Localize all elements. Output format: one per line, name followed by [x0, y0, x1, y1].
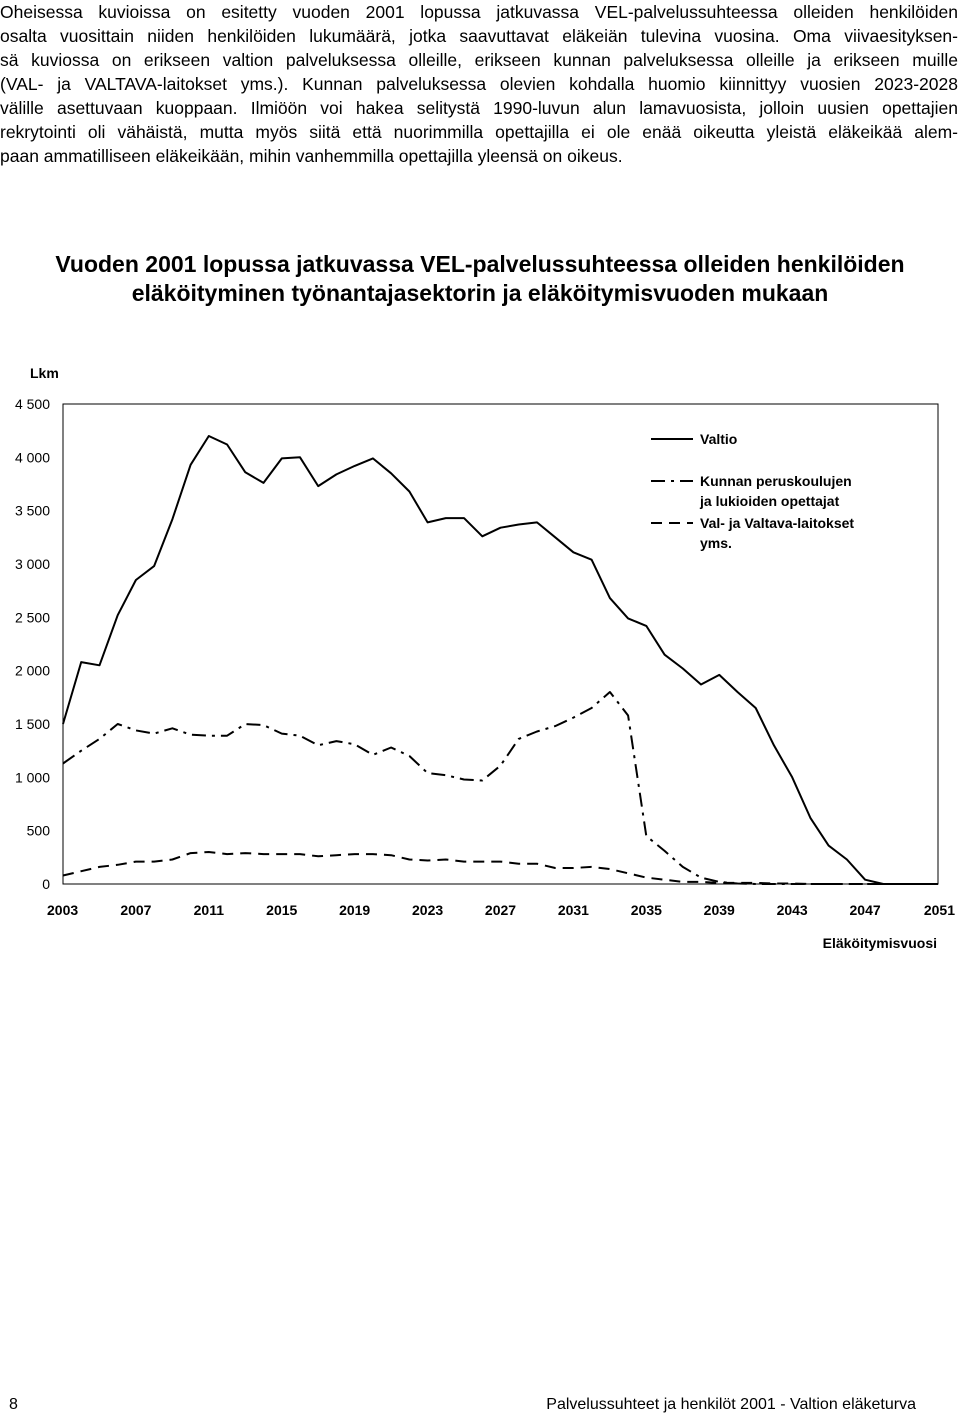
legend-label-kunnan-line2: ja lukioiden opettajat: [700, 493, 840, 509]
y-tick-label: 1 500: [14, 716, 50, 732]
legend: [651, 431, 858, 551]
y-tick-label: 4 000: [14, 449, 50, 466]
legend-label-val-line2: yms.: [700, 535, 732, 551]
x-tick-labels: [47, 902, 955, 918]
x-tick-label: 2047: [849, 902, 881, 918]
intro-line: rekrytointi oli vähäistä, mutta myös siitä että nuorimmilla opettajilla ei ole enää oikeutta yleistä eläkeikää alem-: [0, 122, 958, 142]
line-chart: [0, 355, 960, 965]
x-tick-label: 2039: [703, 902, 735, 918]
intro-line: (VAL- ja VALTAVA-laitokset yms.). Kunnan palveluksessa olevien kohdalla huomio kiinnittyy vuosien 2023-2028: [0, 74, 958, 94]
legend-label-val: [700, 515, 858, 551]
chart-title-line: eläköityminen työnantajasektorin ja eläköitymisvuoden mukaan: [131, 280, 829, 306]
chart-title: [0, 250, 960, 308]
chart-title-line: Vuoden 2001 lopussa jatkuvassa VEL-palvelussuhteessa olleiden henkilöiden: [55, 251, 905, 277]
legend-label-val-line1: Val- ja Valtava-laitokset: [700, 515, 855, 531]
x-tick-label: 2031: [557, 902, 589, 918]
footer-publication: Palvelussuhteet ja henkilöt 2001 - Valtion eläketurva: [546, 1396, 916, 1413]
x-tick-label: 2003: [47, 902, 79, 918]
y-tick-label: 4 500: [14, 396, 50, 412]
x-tick-label: 2019: [339, 902, 371, 918]
y-tick-label: 1 000: [14, 769, 50, 786]
page-number: 8: [9, 1396, 18, 1413]
y-tick-label: 0: [42, 876, 50, 892]
x-tick-label: 2043: [776, 902, 808, 918]
series-line-2: [63, 692, 938, 884]
intro-line: paan ammatilliseen eläkeikään, mihin vanhemmilla opettajilla yleensä on oikeus.: [0, 146, 623, 166]
x-tick-label: 2011: [193, 902, 225, 918]
y-axis-label: Lkm: [30, 365, 59, 381]
intro-line: Oheisessa kuvioissa on esitetty vuoden 2001 lopussa jatkuvassa VEL-palvelussuhteessa olleiden henkilöiden: [0, 2, 958, 22]
y-tick-label: 500: [26, 822, 50, 839]
x-tick-label: 2023: [412, 902, 444, 918]
y-tick-label: 2 000: [14, 662, 50, 679]
series-line-3: [63, 852, 938, 884]
intro-line: välille asettuvaan kuoppaan. Ilmiöön voi hakea selitystä 1990-luvun alun lamavuosista, jolloin uusien opettajien: [0, 98, 958, 118]
intro-line: sä kuviossa on erikseen valtion palveluksessa olleille, erikseen kunnan palveluksessa olleille ja erikseen muille: [0, 50, 958, 70]
y-tick-label: 2 500: [14, 609, 50, 626]
x-tick-label: 2015: [266, 902, 298, 918]
x-tick-label: 2007: [120, 902, 152, 918]
intro-line: osalta vuosittain niiden henkilöiden lukumäärä, jotka saavuttavat eläkeiän tulevina vuosina. Oma viivaesityksen-: [0, 26, 958, 46]
y-tick-label: 3 000: [14, 556, 50, 572]
x-axis-label: Eläköitymisvuosi: [822, 935, 937, 951]
legend-label-kunnan-line1: Kunnan peruskoulujen: [700, 473, 852, 489]
y-tick-label: 3 500: [14, 502, 50, 519]
x-tick-label: 2035: [630, 902, 662, 918]
x-tick-label: 2051: [923, 902, 955, 918]
y-tick-labels: [15, 396, 50, 892]
intro-paragraph: [0, 0, 958, 168]
legend-label-kunnan: [699, 473, 856, 509]
legend-label-valtio: Valtio: [700, 431, 738, 447]
x-tick-label: 2027: [484, 902, 517, 918]
